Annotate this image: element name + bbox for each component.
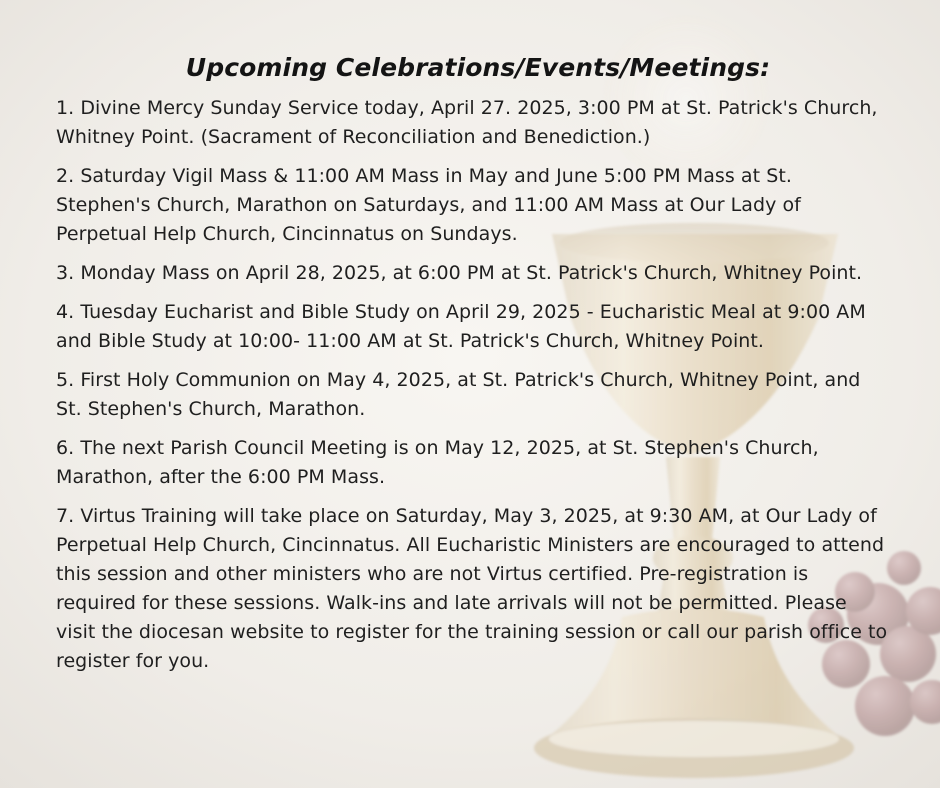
- event-item-divine-mercy-sunday: 1. Divine Mercy Sunday Service today, April 27. 2025, 3:00 PM at St. Patrick's Church, Whitney Point. (Sacrament of Reconciliation and Benediction.): [56, 97, 878, 148]
- event-item-mass-schedule: 2. Saturday Vigil Mass & 11:00 AM Mass in May and June 5:00 PM Mass at St. Stephen's Church, Marathon on Saturdays, and 11:00 AM Mass at Our Lady of Perpetual Help Church, Cincinnatus on Sundays.: [56, 165, 801, 245]
- event-item-eucharist-bible-study: 4. Tuesday Eucharist and Bible Study on April 29, 2025 - Eucharistic Meal at 9:00 AM and Bible Study at 10:00- 11:00 AM at St. Patrick's Church, Whitney Point.: [56, 301, 866, 352]
- event-list: [56, 94, 900, 676]
- event-item-monday-mass: 3. Monday Mass on April 28, 2025, at 6:00 PM at St. Patrick's Church, Whitney Point.: [56, 262, 863, 284]
- event-item-parish-council-meeting: 6. The next Parish Council Meeting is on May 12, 2025, at St. Stephen's Church, Marathon, after the 6:00 PM Mass.: [56, 437, 819, 488]
- event-item-first-holy-communion: 5. First Holy Communion on May 4, 2025, at St. Patrick's Church, Whitney Point, and St. Stephen's Church, Marathon.: [56, 369, 861, 420]
- event-item-virtus-training: 7. Virtus Training will take place on Saturday, May 3, 2025, at 9:30 AM, at Our Lady of Perpetual Help Church, Cincinnatus. All Eucharistic Ministers are encouraged to attend this session and other ministers who are not Virtus certified. Pre-registration is required for these sessions. Walk-ins and late arrivals will not be permitted. Please visit the diocesan website to register for the training session or call our parish office to register for you.: [56, 505, 888, 672]
- announcement-title: Upcoming Celebrations/Events/Meetings:: [185, 53, 771, 82]
